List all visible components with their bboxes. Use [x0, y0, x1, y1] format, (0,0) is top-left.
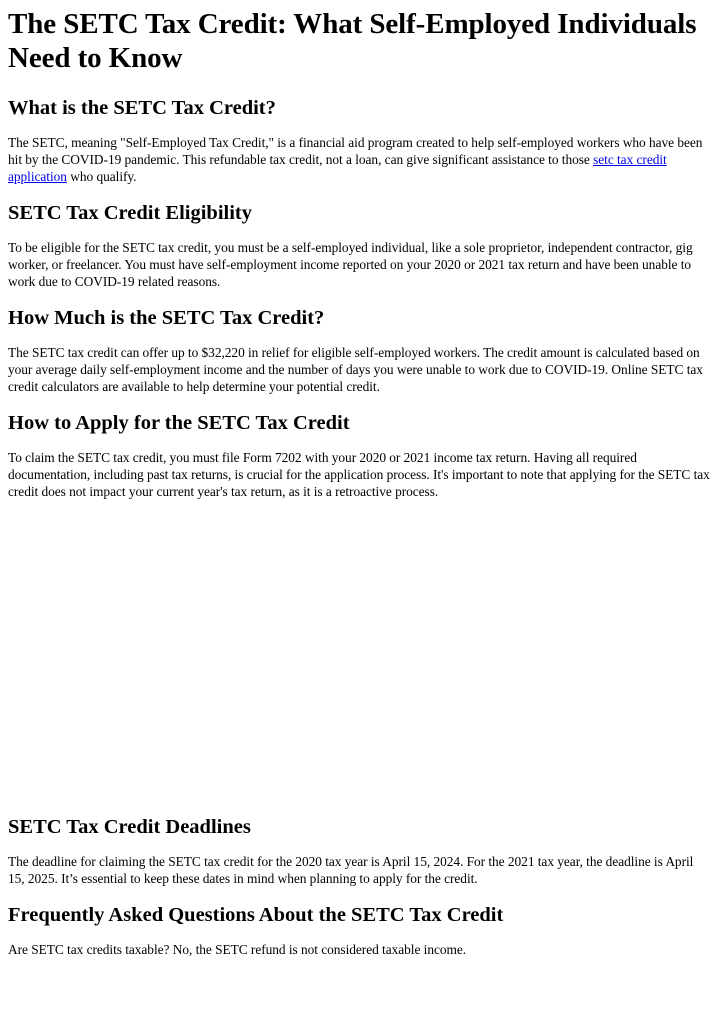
- blank-space: [8, 500, 712, 815]
- paragraph-deadlines: The deadline for claiming the SETC tax credit for the 2020 tax year is April 15, 2024. For the 2021 tax year, the deadline is April 15, 2025. It’s essential to keep these dates in mind when planning to apply for the credit.: [8, 854, 694, 886]
- heading-eligibility: SETC Tax Credit Eligibility: [8, 202, 252, 224]
- paragraph-faq: Are SETC tax credits taxable? No, the SETC refund is not considered taxable income.: [8, 942, 467, 957]
- paragraph-text: who qualify.: [66, 169, 137, 184]
- heading-what-is-setc: What is the SETC Tax Credit?: [8, 97, 276, 119]
- heading-how-to-apply: How to Apply for the SETC Tax Credit: [8, 412, 350, 434]
- paragraph-how-to-apply: To claim the SETC tax credit, you must file Form 7202 with your 2020 or 2021 income tax return. Having all required documentation, including past tax returns, is crucial for the application process. It's important to note that applying for the SETC tax credit does not impact your current year's tax return, as it is a retroactive process.: [8, 450, 710, 499]
- paragraph-eligibility: To be eligible for the SETC tax credit, you must be a self-employed individual, like a sole proprietor, independent contractor, gig worker, or freelancer. You must have self-employment income reported on your 2020 or 2021 tax return and have been unable to work due to COVID-19 related reasons.: [8, 240, 693, 289]
- paragraph-how-much: The SETC tax credit can offer up to $32,220 in relief for eligible self-employed workers. The credit amount is calculated based on your average daily self-employment income and the number of days you were unable to work due to COVID-19. Online SETC tax credit calculators are available to help determine your potential credit.: [8, 345, 703, 394]
- article-title: The SETC Tax Credit: What Self-Employed Individuals Need to Know: [8, 8, 697, 74]
- heading-deadlines: SETC Tax Credit Deadlines: [8, 816, 251, 838]
- heading-how-much: How Much is the SETC Tax Credit?: [8, 307, 325, 329]
- paragraph-text: The SETC, meaning "Self-Employed Tax Credit," is a financial aid program created to help self-employed workers who have been hit by the COVID-19 pandemic. This refundable tax credit, not a loan, can give significant assistance to those: [8, 135, 703, 167]
- setc-application-link[interactable]: setc tax credit application: [8, 152, 667, 184]
- paragraph-what-is-setc: [8, 134, 712, 185]
- heading-faq: Frequently Asked Questions About the SETC Tax Credit: [8, 904, 504, 926]
